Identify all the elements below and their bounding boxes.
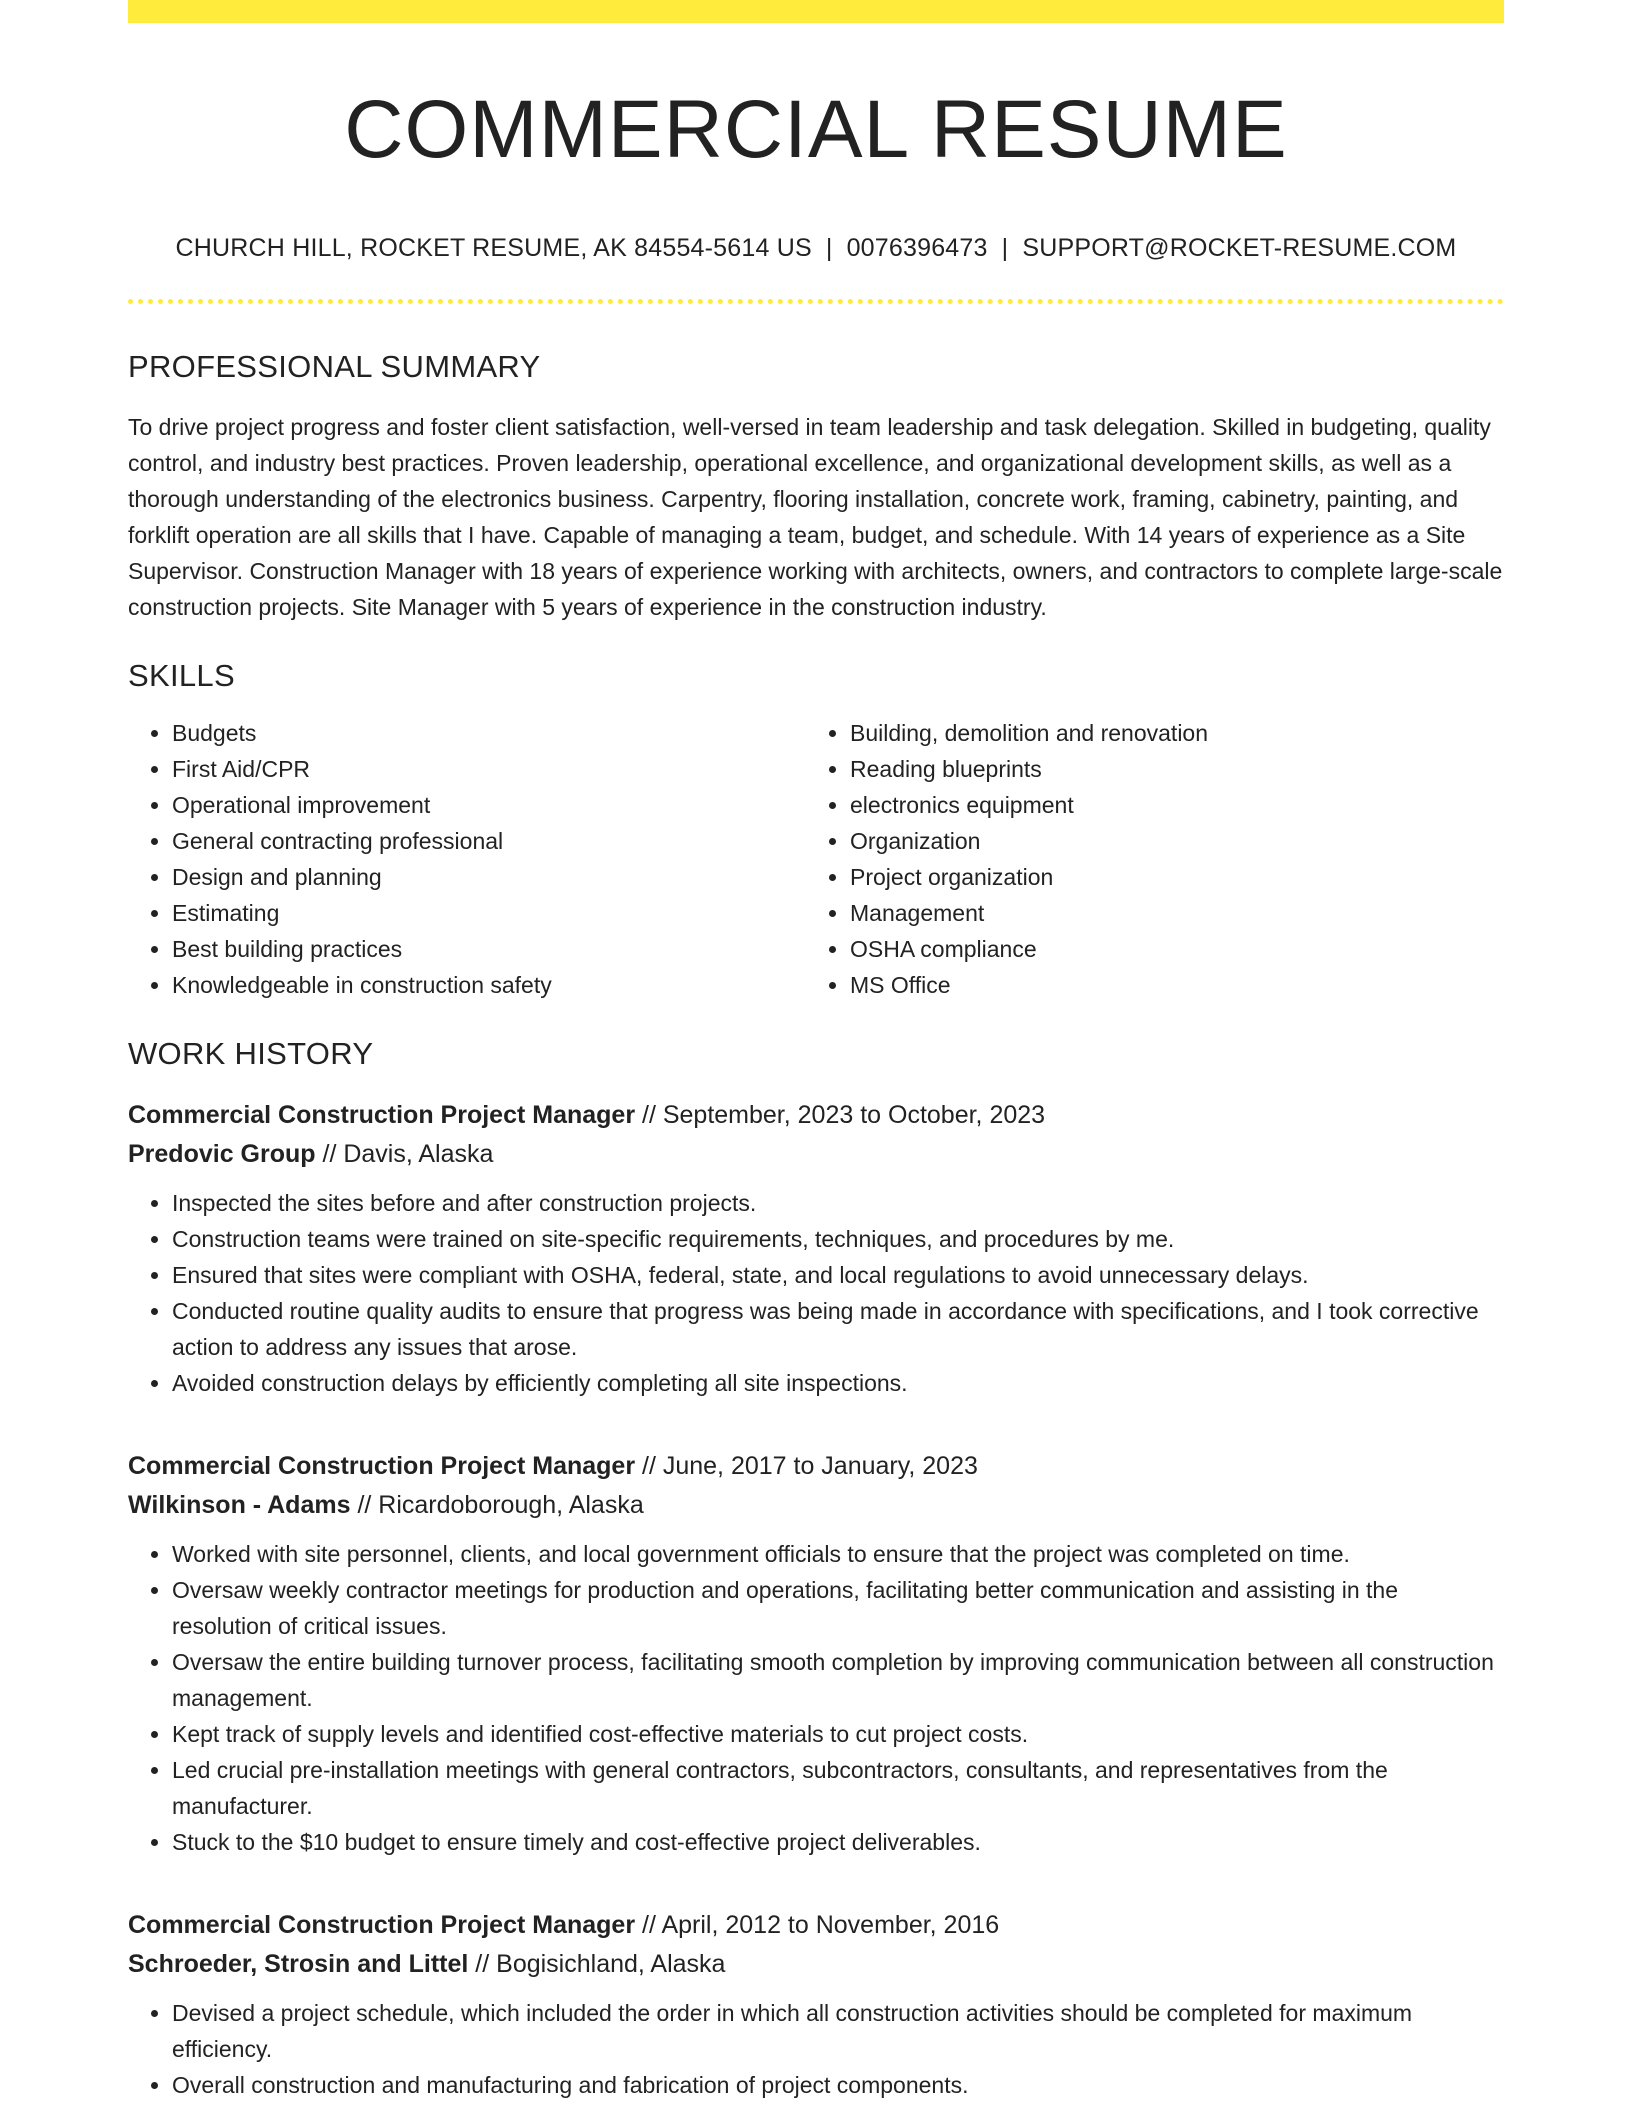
job-bullet: • Conducted routine quality audits to ensure that progress was being made in accordance with specifications, and I took corrective action to address any issues that arose.	[172, 1293, 1504, 1365]
job-bullets	[128, 1536, 1504, 1860]
job-dates: // June, 2017 to January, 2023	[635, 1451, 978, 1480]
skill-item: • Operational improvement	[172, 787, 806, 823]
job-bullet: • Oversaw weekly contractor meetings for production and operations, facilitating better communication and assisting in the resolution of critical issues.	[172, 1572, 1504, 1644]
job-company: Schroeder, Strosin and Littel	[128, 1949, 469, 1978]
job-company: Predovic Group	[128, 1139, 316, 1168]
job-entry	[128, 1447, 1504, 1860]
contact-separator: |	[825, 234, 833, 263]
job-entry	[128, 1906, 1504, 2103]
skill-item: • General contracting professional	[172, 823, 806, 859]
skills-column-right	[806, 715, 1484, 1003]
skill-item: • MS Office	[850, 967, 1484, 1003]
job-title-line	[128, 1906, 1504, 1945]
job-dates: // April, 2012 to November, 2016	[635, 1910, 1000, 1939]
contact-separator: |	[1001, 234, 1009, 263]
skills-column-left	[128, 715, 806, 1003]
work-history-heading: WORK HISTORY	[128, 1035, 374, 1071]
job-bullet: • Devised a project schedule, which included the order in which all construction activities should be completed for maximum efficiency.	[172, 1995, 1504, 2067]
skill-item: • OSHA compliance	[850, 931, 1484, 967]
job-bullets	[128, 1185, 1504, 1401]
job-entry	[128, 1096, 1504, 1401]
job-location: // Bogisichland, Alaska	[468, 1949, 726, 1978]
resume-title: COMMERCIAL RESUME	[344, 84, 1288, 175]
skill-item: • Project organization	[850, 859, 1484, 895]
job-dates: // September, 2023 to October, 2023	[635, 1100, 1046, 1129]
skill-item: • Management	[850, 895, 1484, 931]
skill-item: • Knowledgeable in construction safety	[172, 967, 806, 1003]
summary-heading: PROFESSIONAL SUMMARY	[128, 349, 541, 385]
job-bullet: • Overall construction and manufacturing and fabrication of project components.	[172, 2067, 1504, 2103]
skill-item: • Design and planning	[172, 859, 806, 895]
skill-item: • First Aid/CPR	[172, 751, 806, 787]
job-location: // Ricardoborough, Alaska	[350, 1490, 644, 1519]
contact-phone: 0076396473	[846, 234, 988, 263]
job-bullet: • Construction teams were trained on site-specific requirements, techniques, and procedures by me.	[172, 1221, 1504, 1257]
job-bullet: • Stuck to the $10 budget to ensure timely and cost-effective project deliverables.	[172, 1824, 1504, 1860]
job-bullet: • Avoided construction delays by efficiently completing all site inspections.	[172, 1365, 1504, 1401]
skill-item: • Estimating	[172, 895, 806, 931]
skill-item: • Building, demolition and renovation	[850, 715, 1484, 751]
job-company: Wilkinson - Adams	[128, 1490, 351, 1519]
job-title: Commercial Construction Project Manager	[128, 1100, 636, 1129]
job-title: Commercial Construction Project Manager	[128, 1451, 636, 1480]
job-bullet: • Oversaw the entire building turnover process, facilitating smooth completion by improving communication between all construction management.	[172, 1644, 1504, 1716]
job-bullet: • Inspected the sites before and after construction projects.	[172, 1185, 1504, 1221]
contact-address: CHURCH HILL, ROCKET RESUME, AK 84554-5614 US	[175, 234, 812, 263]
skill-item: • electronics equipment	[850, 787, 1484, 823]
job-company-line	[128, 1486, 1504, 1525]
job-title-line	[128, 1447, 1504, 1486]
skills-list	[128, 715, 1504, 1003]
skill-item: • Budgets	[172, 715, 806, 751]
job-title: Commercial Construction Project Manager	[128, 1910, 636, 1939]
contact-line	[128, 233, 1504, 263]
contact-email: SUPPORT@ROCKET-RESUME.COM	[1022, 234, 1457, 263]
skill-item: • Organization	[850, 823, 1484, 859]
skills-heading: SKILLS	[128, 658, 235, 694]
job-company-line	[128, 1945, 1504, 1984]
job-bullets	[128, 1995, 1504, 2103]
dotted-divider	[128, 299, 1504, 304]
job-location: // Davis, Alaska	[315, 1139, 494, 1168]
skill-item: • Reading blueprints	[850, 751, 1484, 787]
summary-text: To drive project progress and foster client satisfaction, well-versed in team leadership and task delegation. Skilled in budgeting, quality control, and industry best practices. Proven leadership, operational excellence, and organizational development skills, as well as a thorough understanding of the electronics business. Carpentry, flooring installation, concrete work, framing, cabinetry, painting, and forklift operation are all skills that I have. Capable of managing a team, budget, and schedule. With 14 years of experience as a Site Supervisor. Construction Manager with 18 years of experience working with architects, owners, and contractors to complete large-scale construction projects. Site Manager with 5 years of experience in the construction industry.	[128, 414, 1503, 621]
accent-top-bar	[128, 0, 1504, 23]
job-title-line	[128, 1096, 1504, 1135]
job-company-line	[128, 1135, 1504, 1174]
skill-item: • Best building practices	[172, 931, 806, 967]
resume-page	[128, 0, 1504, 2103]
job-bullet: • Kept track of supply levels and identified cost-effective materials to cut project costs.	[172, 1716, 1504, 1752]
job-bullet: • Worked with site personnel, clients, and local government officials to ensure that the project was completed on time.	[172, 1536, 1504, 1572]
job-bullet: • Ensured that sites were compliant with OSHA, federal, state, and local regulations to avoid unnecessary delays.	[172, 1257, 1504, 1293]
job-bullet: • Led crucial pre-installation meetings with general contractors, subcontractors, consultants, and representatives from the manufacturer.	[172, 1752, 1504, 1824]
